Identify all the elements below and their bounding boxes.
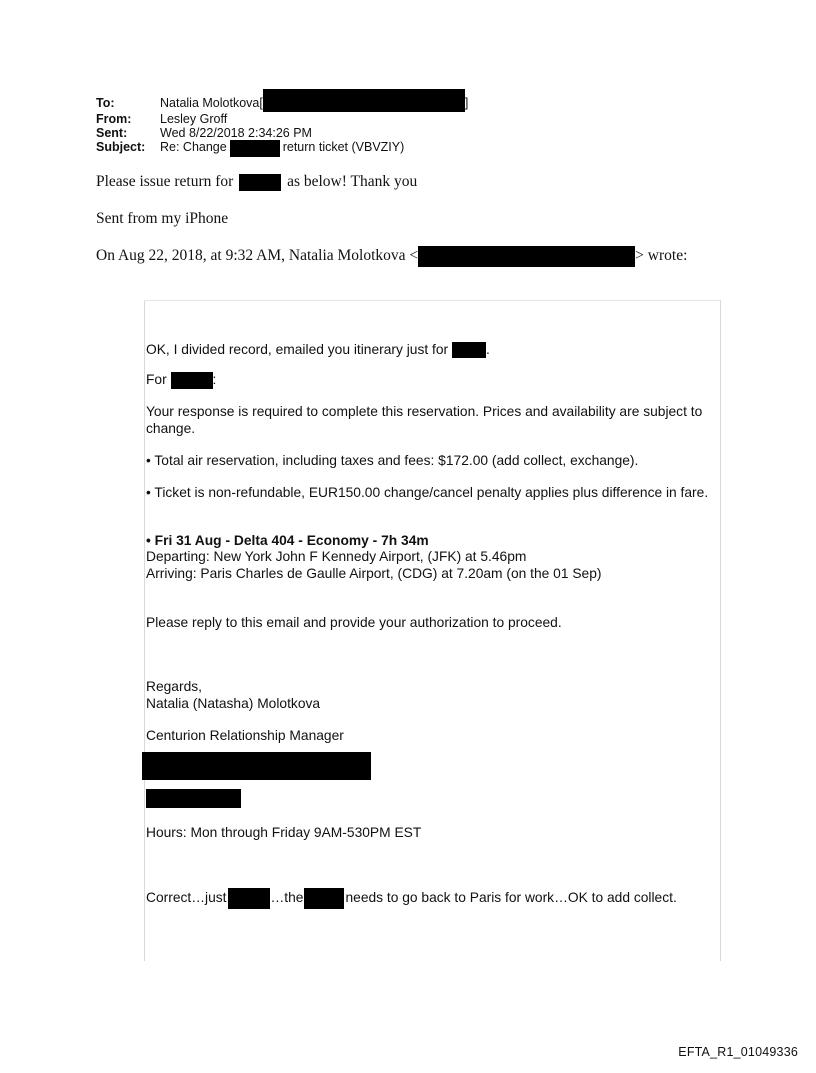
document-id: EFTA_R1_01049336 (678, 1045, 798, 1059)
quoted-p1-pre: OK, I divided record, emailed you itinerary just for (146, 342, 449, 357)
body-line-3 (96, 246, 687, 267)
subject-pre: Re: Change (160, 140, 227, 154)
redaction-block (452, 342, 486, 358)
redaction-block (146, 789, 241, 808)
from-label: From: (96, 112, 132, 126)
redaction-block (418, 246, 635, 267)
from-row (96, 112, 468, 126)
redaction-block (171, 372, 213, 389)
signature-role: Centurion Relationship Manager (146, 728, 344, 743)
quoted-bullet-total: • Total air reservation, including taxes and fees: $172.00 (add collect, exchange). (146, 453, 639, 468)
correct-line (146, 888, 677, 909)
quoted-p1-post: . (485, 342, 490, 357)
redaction-block (239, 174, 281, 191)
to-label: To: (96, 96, 115, 110)
signature-name: Natalia (Natasha) Molotkova (146, 696, 321, 711)
body-line-1-post: as below! Thank you (287, 173, 418, 190)
quoted-p2-pre: For (146, 372, 167, 387)
to-value: Natalia Molotkova (160, 96, 260, 110)
redaction-block (228, 888, 270, 909)
body-line-1 (96, 173, 417, 191)
to-row (96, 96, 468, 112)
quoted-reply-request: Please reply to this email and provide your authorization to proceed. (146, 615, 562, 630)
sent-row (96, 126, 468, 140)
body-line-3-post: > wrote: (635, 247, 688, 265)
body-line-1-pre: Please issue return for (96, 173, 234, 190)
redaction-block (304, 888, 344, 909)
correct-line-a: Correct…just (146, 890, 227, 906)
flight-title: • Fri 31 Aug - Delta 404 - Economy - 7h 34m (146, 533, 429, 548)
signature-hours: Hours: Mon through Friday 9AM-530PM EST (146, 825, 422, 840)
from-value: Lesley Groff (160, 112, 228, 126)
regards: Regards, (146, 679, 202, 694)
correct-line-b: …the (270, 890, 304, 906)
email-header (96, 96, 468, 157)
to-bracket-close: ] (464, 96, 469, 110)
redaction-block (142, 752, 371, 780)
body-line-2: Sent from my iPhone (96, 210, 229, 227)
quoted-p1 (146, 341, 490, 358)
quoted-p2 (146, 371, 216, 389)
redaction-block (230, 140, 280, 157)
sent-value: Wed 8/22/2018 2:34:26 PM (160, 126, 312, 140)
correct-line-c: needs to go back to Paris for work…OK to add collect. (345, 890, 677, 906)
to-bracket-open: [ (259, 96, 263, 110)
quoted-p2-post: : (212, 372, 217, 387)
flight-departing: Departing: New York John F Kennedy Airport, (JFK) at 5.46pm (146, 549, 527, 564)
subject-label: Subject: (96, 140, 146, 154)
sent-label: Sent: (96, 126, 128, 140)
subject-row (96, 140, 468, 157)
quoted-p3: Your response is required to complete this reservation. Prices and availability are subject to change. (146, 404, 703, 436)
body-line-3-pre: On Aug 22, 2018, at 9:32 AM, Natalia Molotkova < (96, 247, 419, 265)
quoted-bullet-ticket: • Ticket is non-refundable, EUR150.00 change/cancel penalty applies plus difference in fare. (146, 485, 709, 500)
subject-post: return ticket (VBVZIY) (282, 140, 405, 154)
redaction-block (263, 89, 465, 112)
flight-arriving: Arriving: Paris Charles de Gaulle Airport, (CDG) at 7.20am (on the 01 Sep) (146, 566, 602, 581)
